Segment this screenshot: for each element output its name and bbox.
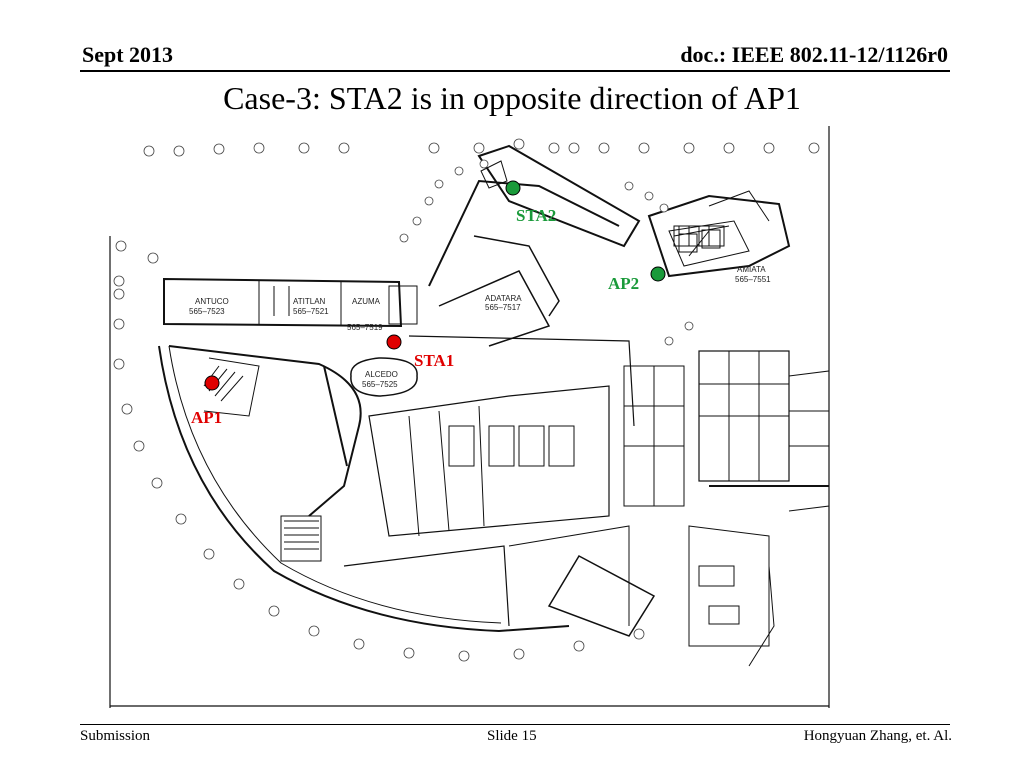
ap1-marker-icon: [205, 376, 219, 390]
sta2-marker-icon: [506, 181, 520, 195]
footer-slide-number: Slide 15: [487, 728, 537, 744]
sta1-marker-icon: [387, 335, 401, 349]
header-rule: [80, 70, 950, 72]
room-azuma: AZUMA: [352, 297, 380, 306]
footer-authors: Hongyuan Zhang, et. Al.: [803, 728, 952, 744]
room-antuco-ext: 565–7523: [189, 307, 225, 316]
room-azuma-ext: 565–7519: [347, 323, 383, 332]
floor-plan: [109, 126, 831, 708]
sta1-label: STA1: [414, 351, 455, 370]
header-date: Sept 2013: [82, 42, 174, 67]
footer-submission: Submission: [80, 728, 151, 744]
header-doc-id: doc.: IEEE 802.11-12/1126r0: [680, 42, 948, 67]
ap1-label: AP1: [191, 408, 223, 427]
sta2-label: STA2: [516, 206, 557, 225]
room-antuco: ANTUCO: [195, 297, 229, 306]
room-atitlan-ext: 565–7521: [293, 307, 329, 316]
ap2-label: AP2: [608, 274, 640, 293]
room-adatara: ADATARA: [485, 294, 522, 303]
room-alcedo-ext: 565–7525: [362, 380, 398, 389]
room-atitlan: ATITLAN: [293, 297, 326, 306]
room-amiata-ext: 565–7551: [735, 275, 771, 284]
ap2-marker-icon: [651, 267, 665, 281]
slide-title: Case-3: STA2 is in opposite direction of AP1: [223, 80, 801, 116]
room-alcedo: ALCEDO: [365, 370, 398, 379]
room-amiata: AMIATA: [737, 265, 766, 274]
footer-rule: [80, 724, 950, 725]
room-adatara-ext: 565–7517: [485, 303, 521, 312]
